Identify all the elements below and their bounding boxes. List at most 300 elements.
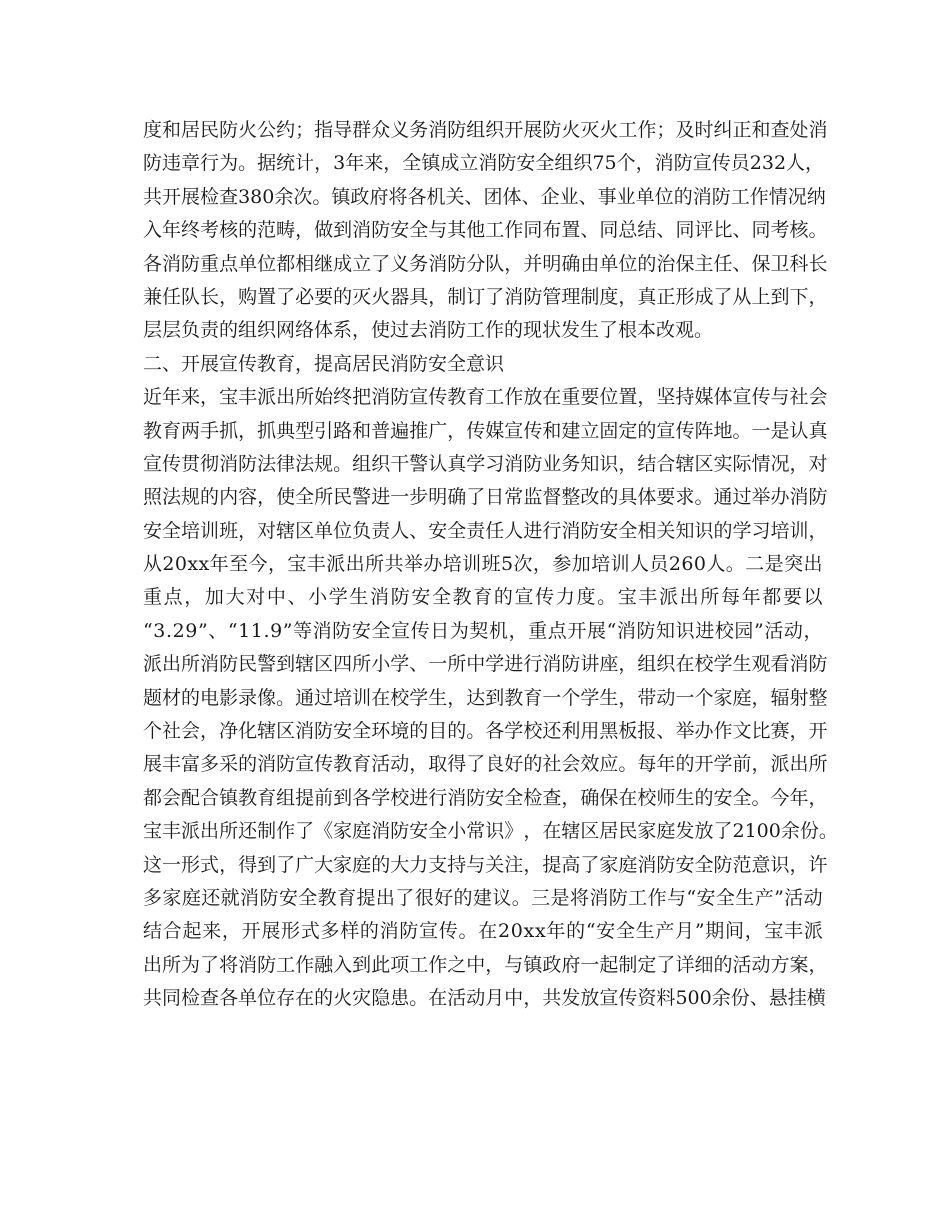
text-glyph: ， [744,920,764,943]
text-glyph: 出 [162,653,182,676]
text-glyph: ， [789,853,809,876]
text-line [143,281,828,314]
text-glyph: ， [257,486,277,509]
text-glyph: 到 [770,285,790,308]
text-glyph: 防 [673,152,693,175]
text-glyph: 范 [732,853,752,876]
text-glyph: 培 [333,686,353,709]
text-glyph: 业 [559,185,579,208]
text-glyph: 是 [770,419,790,442]
text-glyph: 在 [542,386,562,409]
text-glyph: 固 [599,419,619,442]
text-glyph: 地 [713,419,733,442]
text-glyph: 展 [586,619,606,642]
text-glyph: 织 [485,119,505,141]
text-glyph: 要 [314,285,334,308]
text-line [143,815,838,848]
text-glyph: 长 [200,285,220,308]
text-glyph: 传 [535,586,555,609]
text-glyph: 人 [706,553,726,576]
text-glyph: ， [447,419,467,442]
text-glyph: 共 [542,987,562,1010]
text-glyph: 电 [200,686,220,709]
text-glyph: 义 [390,119,410,141]
text-line [143,682,828,715]
text-glyph: 防 [447,119,467,141]
text-glyph: 从 [732,285,752,308]
text-glyph: 范 [257,219,277,242]
text-glyph: 消 [808,119,828,141]
text-glyph: 中 [466,953,486,976]
text-glyph: 相 [637,519,657,542]
text-glyph: 消 [428,252,448,275]
text-glyph: 园 [734,619,754,642]
text-line [143,214,828,247]
text-glyph: 庭 [181,886,201,909]
text-glyph: 年 [546,920,566,943]
text-glyph: 结 [637,452,657,475]
text-glyph: 过 [314,686,334,709]
text-glyph: 推 [409,419,429,442]
text-glyph: 活 [764,619,784,642]
text-glyph: 置 [561,219,581,242]
text-glyph: 彻 [200,452,220,475]
text-glyph: 契 [469,619,489,642]
text-glyph: 防 [523,452,543,475]
text-glyph: 安 [599,519,619,542]
text-glyph: 行 [523,653,543,676]
text-glyph: 定 [637,953,657,976]
text-glyph: 间 [724,920,744,943]
text-glyph: 应 [599,753,619,776]
text-glyph: 评 [694,219,714,242]
text-glyph: 出 [803,553,823,576]
text-glyph: 法 [257,452,277,475]
text-glyph: 为 [449,619,469,642]
text-glyph: 传 [618,987,638,1010]
text-glyph: 识 [675,619,695,642]
text-glyph: 中 [266,586,286,609]
text-glyph: 安 [675,853,695,876]
text-glyph: 动 [751,953,771,976]
text-glyph: 次 [513,553,533,576]
text-glyph: 月 [675,920,695,943]
text-glyph: 防 [656,853,676,876]
text-glyph: 政 [350,185,370,208]
text-glyph: 培 [442,553,462,576]
text-glyph: 许 [808,853,828,876]
text-glyph: 。 [694,486,714,509]
text-glyph: 支 [428,853,448,876]
text-glyph: 度 [576,586,596,609]
text-glyph: 年 [162,386,182,409]
text-glyph: 、 [732,252,752,275]
text-glyph: 各 [352,786,372,809]
text-glyph: 防 [399,920,419,943]
text-glyph: 责 [466,519,486,542]
text-glyph: 全 [535,152,555,175]
text-glyph: 区 [295,519,315,542]
text-glyph: 防 [523,285,543,308]
text-glyph: 办 [423,553,443,576]
text-glyph: 位 [618,252,638,275]
text-line [143,181,826,214]
text-glyph: 会 [181,720,201,743]
text-glyph: 个 [616,152,636,175]
text-glyph: 同 [162,987,182,1010]
text-glyph: 考 [770,219,790,242]
text-glyph: 全 [618,519,638,542]
text-glyph: 动 [656,686,676,709]
text-glyph: 消 [371,386,391,409]
text-glyph: ， [447,686,467,709]
text-glyph: ， [267,553,287,576]
text-glyph: 意 [751,853,771,876]
text-glyph: 了 [656,953,676,976]
text-glyph: 家 [333,853,353,876]
text-glyph: 社 [162,720,182,743]
text-glyph: 动 [466,987,486,1010]
text-glyph: 区 [580,820,600,843]
text-glyph: 工 [485,386,505,409]
text-glyph: 融 [314,953,334,976]
text-glyph: 。 [276,686,296,709]
text-glyph: 定 [618,419,638,442]
text-glyph: 业 [616,185,636,208]
text-glyph: 单 [314,519,334,542]
text-glyph: 了 [395,886,415,909]
text-glyph: 工 [276,953,296,976]
text-line [143,949,828,982]
text-glyph: 安 [485,786,505,809]
text-glyph: 生 [349,586,369,609]
text-glyph: ， [618,452,638,475]
text-glyph: 组 [466,119,486,141]
text-glyph: 一 [162,853,182,876]
text-glyph: 挂 [787,987,807,1010]
text-glyph: ， [808,519,828,542]
text-glyph: 法 [295,452,315,475]
text-glyph: ， [314,152,334,175]
text-glyph: 5 [501,553,514,576]
text-glyph: 到 [333,219,353,242]
text-glyph: 今 [248,553,268,576]
text-glyph: 安 [390,219,410,242]
text-glyph: 育 [337,886,357,909]
text-glyph: 的 [447,720,467,743]
text-glyph: 织 [573,152,593,175]
text-glyph: 做 [314,219,334,242]
text-glyph: ， [618,653,638,676]
text-glyph: 防 [332,619,352,642]
text-glyph: 传 [711,152,731,175]
body-text [143,114,838,1016]
text-glyph: ， [383,152,403,175]
text-glyph: 民 [333,486,353,509]
text-glyph: 建 [561,419,581,442]
text-glyph: 目 [428,720,448,743]
text-glyph: 中 [466,653,486,676]
text-glyph: 3 [333,152,346,175]
text-glyph: 和 [751,119,771,141]
text-glyph: 确 [580,786,600,809]
text-glyph: 一 [580,953,600,976]
text-glyph: 了 [276,285,296,308]
text-glyph: 查 [542,786,562,809]
text-glyph: 防 [276,753,296,776]
text-glyph: 四 [333,653,353,676]
text-glyph: 各 [219,987,239,1010]
text-glyph: 建 [472,886,492,909]
text-glyph: 组 [637,653,657,676]
text-glyph: 8 [250,185,263,208]
text-glyph: 活 [784,886,804,909]
text-glyph: 产 [754,886,774,909]
text-glyph: 继 [314,252,334,275]
text-glyph: 9 [185,619,198,642]
text-glyph: 每 [720,586,740,609]
text-glyph: 育 [162,419,182,442]
text-glyph: 生 [735,886,755,909]
text-glyph: 年 [789,786,809,809]
text-glyph: 。 [333,452,353,475]
text-glyph: 置 [257,285,277,308]
text-glyph: 小 [308,586,328,609]
text-glyph: 任 [713,252,733,275]
text-glyph: 组 [276,786,296,809]
text-glyph: 一 [428,653,448,676]
text-glyph: 出 [789,753,809,776]
text-glyph: 家 [162,886,182,909]
text-glyph: 丰 [238,386,258,409]
text-line [143,581,823,614]
text-glyph: 举 [675,720,695,743]
text-glyph: 校 [694,653,714,676]
text-glyph: 制 [618,953,638,976]
text-glyph: 生 [732,653,752,676]
text-glyph: 安 [696,886,716,909]
text-glyph: 得 [238,853,258,876]
text-glyph: 合 [200,786,220,809]
text-glyph: 举 [751,486,771,509]
text-glyph: 的 [637,252,657,275]
text-glyph: 培 [591,553,611,576]
text-glyph: 情 [751,452,771,475]
text-glyph: 的 [181,686,201,709]
text-glyph: 0 [174,553,188,576]
text-glyph: 、 [749,987,769,1010]
text-glyph: 了 [485,285,505,308]
text-glyph: 二 [745,553,765,576]
text-glyph: 责 [371,519,391,542]
text-glyph: 由 [580,252,600,275]
text-line [143,248,828,281]
text-glyph: 多 [320,920,340,943]
text-line: 层层负责的组织网络体系，使过去消防工作的现状发生了根本改观。 [143,319,714,342]
text-glyph: 全 [431,586,451,609]
text-glyph: 体 [637,486,657,509]
text-glyph: 消 [616,619,636,642]
text-glyph: 工 [618,119,638,141]
text-glyph: ， [805,152,825,175]
text-glyph: 安 [428,519,448,542]
text-glyph: 人 [630,553,650,576]
text-glyph: 存 [276,987,296,1010]
text-glyph: 传 [466,419,486,442]
text-glyph: 知 [580,452,600,475]
text-glyph: 学 [713,753,733,776]
text-line [143,849,828,882]
text-glyph: 要 [782,586,802,609]
text-glyph: 3 [153,619,166,642]
text-glyph: 安 [333,720,353,743]
text-glyph: 所 [219,820,239,843]
text-glyph: 提 [356,886,376,909]
text-glyph: 员 [730,152,750,175]
text-glyph: 进 [504,653,524,676]
text-glyph: 、 [287,586,307,609]
text-glyph: 点 [547,619,567,642]
text-glyph: 5 [675,987,688,1010]
text-glyph: 学 [371,786,391,809]
text-glyph: ， [428,285,448,308]
text-glyph: 在 [428,987,448,1010]
text-glyph: 对 [246,586,266,609]
text-glyph: 科 [789,252,809,275]
text-glyph: 校 [637,786,657,809]
text-glyph: 配 [181,786,201,809]
text-glyph: 消 [200,653,220,676]
text-glyph: 出 [679,586,699,609]
text-glyph: 等 [293,619,313,642]
text-glyph: 防 [808,486,828,509]
text-glyph: 消 [162,252,182,275]
text-glyph: 习 [485,452,505,475]
text-glyph: 份 [730,987,750,1010]
text-glyph: 入 [143,219,163,242]
text-glyph: 板 [618,720,638,743]
text-glyph: 防 [257,953,277,976]
text-glyph: 步 [409,486,429,509]
text-glyph: 义 [390,252,410,275]
text-glyph: 在 [371,686,391,709]
text-glyph: 。 [458,920,478,943]
text-glyph: 展 [523,119,543,141]
text-glyph: 保 [675,252,695,275]
text-glyph: 居 [181,119,201,141]
text-glyph: 同 [599,219,619,242]
text-glyph: 必 [295,285,315,308]
text-glyph: 相 [295,252,315,275]
text-glyph: 他 [466,219,486,242]
text-glyph: 。 [808,219,828,242]
text-glyph: 单 [238,252,258,275]
text-glyph: 三 [531,886,551,909]
text-glyph: 宝 [143,820,163,843]
text-glyph: 的 [566,920,586,943]
text-glyph: 全 [428,820,448,843]
text-glyph: 所 [295,386,315,409]
text-glyph: 黑 [599,720,619,743]
text-glyph: 的 [713,953,733,976]
text-glyph: 前 [732,753,752,776]
text-glyph: 悬 [768,987,788,1010]
text-glyph: ， [221,920,241,943]
text-glyph: 的 [409,720,429,743]
text-glyph: ” [197,619,208,642]
text-glyph: 1 [238,619,251,642]
text-glyph: 2 [668,553,681,576]
text-glyph: 长 [808,252,828,275]
text-glyph: 学 [713,653,733,676]
text-glyph: 射 [789,686,809,709]
text-glyph: 出 [345,553,365,576]
text-glyph: 重 [528,619,548,642]
text-glyph: 人 [504,519,524,542]
text-glyph: 传 [438,920,458,943]
text-glyph: 负 [352,519,372,542]
text-glyph: 出 [143,953,163,976]
text-glyph: 的 [673,185,693,208]
text-glyph: 防 [466,786,486,809]
text-glyph: 方 [770,953,790,976]
text-glyph: 消 [240,886,260,909]
text-glyph: 所 [314,486,334,509]
text-glyph: 好 [504,753,524,776]
text-glyph: 、 [409,519,429,542]
text-glyph: ， [618,285,638,308]
text-glyph: ； [295,119,315,141]
text-glyph: 资 [637,987,657,1010]
text-glyph: 灭 [580,119,600,141]
text-glyph: x [523,920,535,943]
text-glyph: 全 [295,486,315,509]
text-glyph: 。 [466,720,486,743]
text-glyph: 典 [276,419,296,442]
text-glyph: 订 [466,285,486,308]
text-glyph: 通 [713,486,733,509]
text-glyph: 安 [409,820,429,843]
text-glyph: 了 [200,953,220,976]
text-glyph: 查 [200,987,220,1010]
text-glyph: 成 [333,252,353,275]
text-glyph: 动 [390,753,410,776]
text-glyph: 作 [276,820,296,843]
text-glyph: 机 [426,185,446,208]
text-glyph: 利 [561,720,581,743]
text-glyph: 事 [597,185,617,208]
text-glyph: 约 [276,119,296,141]
text-glyph: 开 [162,185,182,208]
text-glyph: 月 [485,987,505,1010]
text-glyph: 传 [428,386,448,409]
text-glyph: 班 [481,553,501,576]
text-glyph: 体 [502,185,522,208]
text-glyph: 识 [485,820,505,843]
text-glyph: 手 [200,419,220,442]
text-glyph: 加 [571,553,591,576]
text-glyph: ， [238,419,258,442]
text-glyph: 传 [162,452,182,475]
text-glyph: 消 [504,452,524,475]
text-glyph: 遍 [390,419,410,442]
text-glyph: 安 [351,619,371,642]
text-glyph: 安 [516,152,536,175]
text-glyph: 辖 [257,720,277,743]
text-glyph: 用 [580,720,600,743]
text-glyph: 传 [523,419,543,442]
text-glyph: 派 [803,920,823,943]
